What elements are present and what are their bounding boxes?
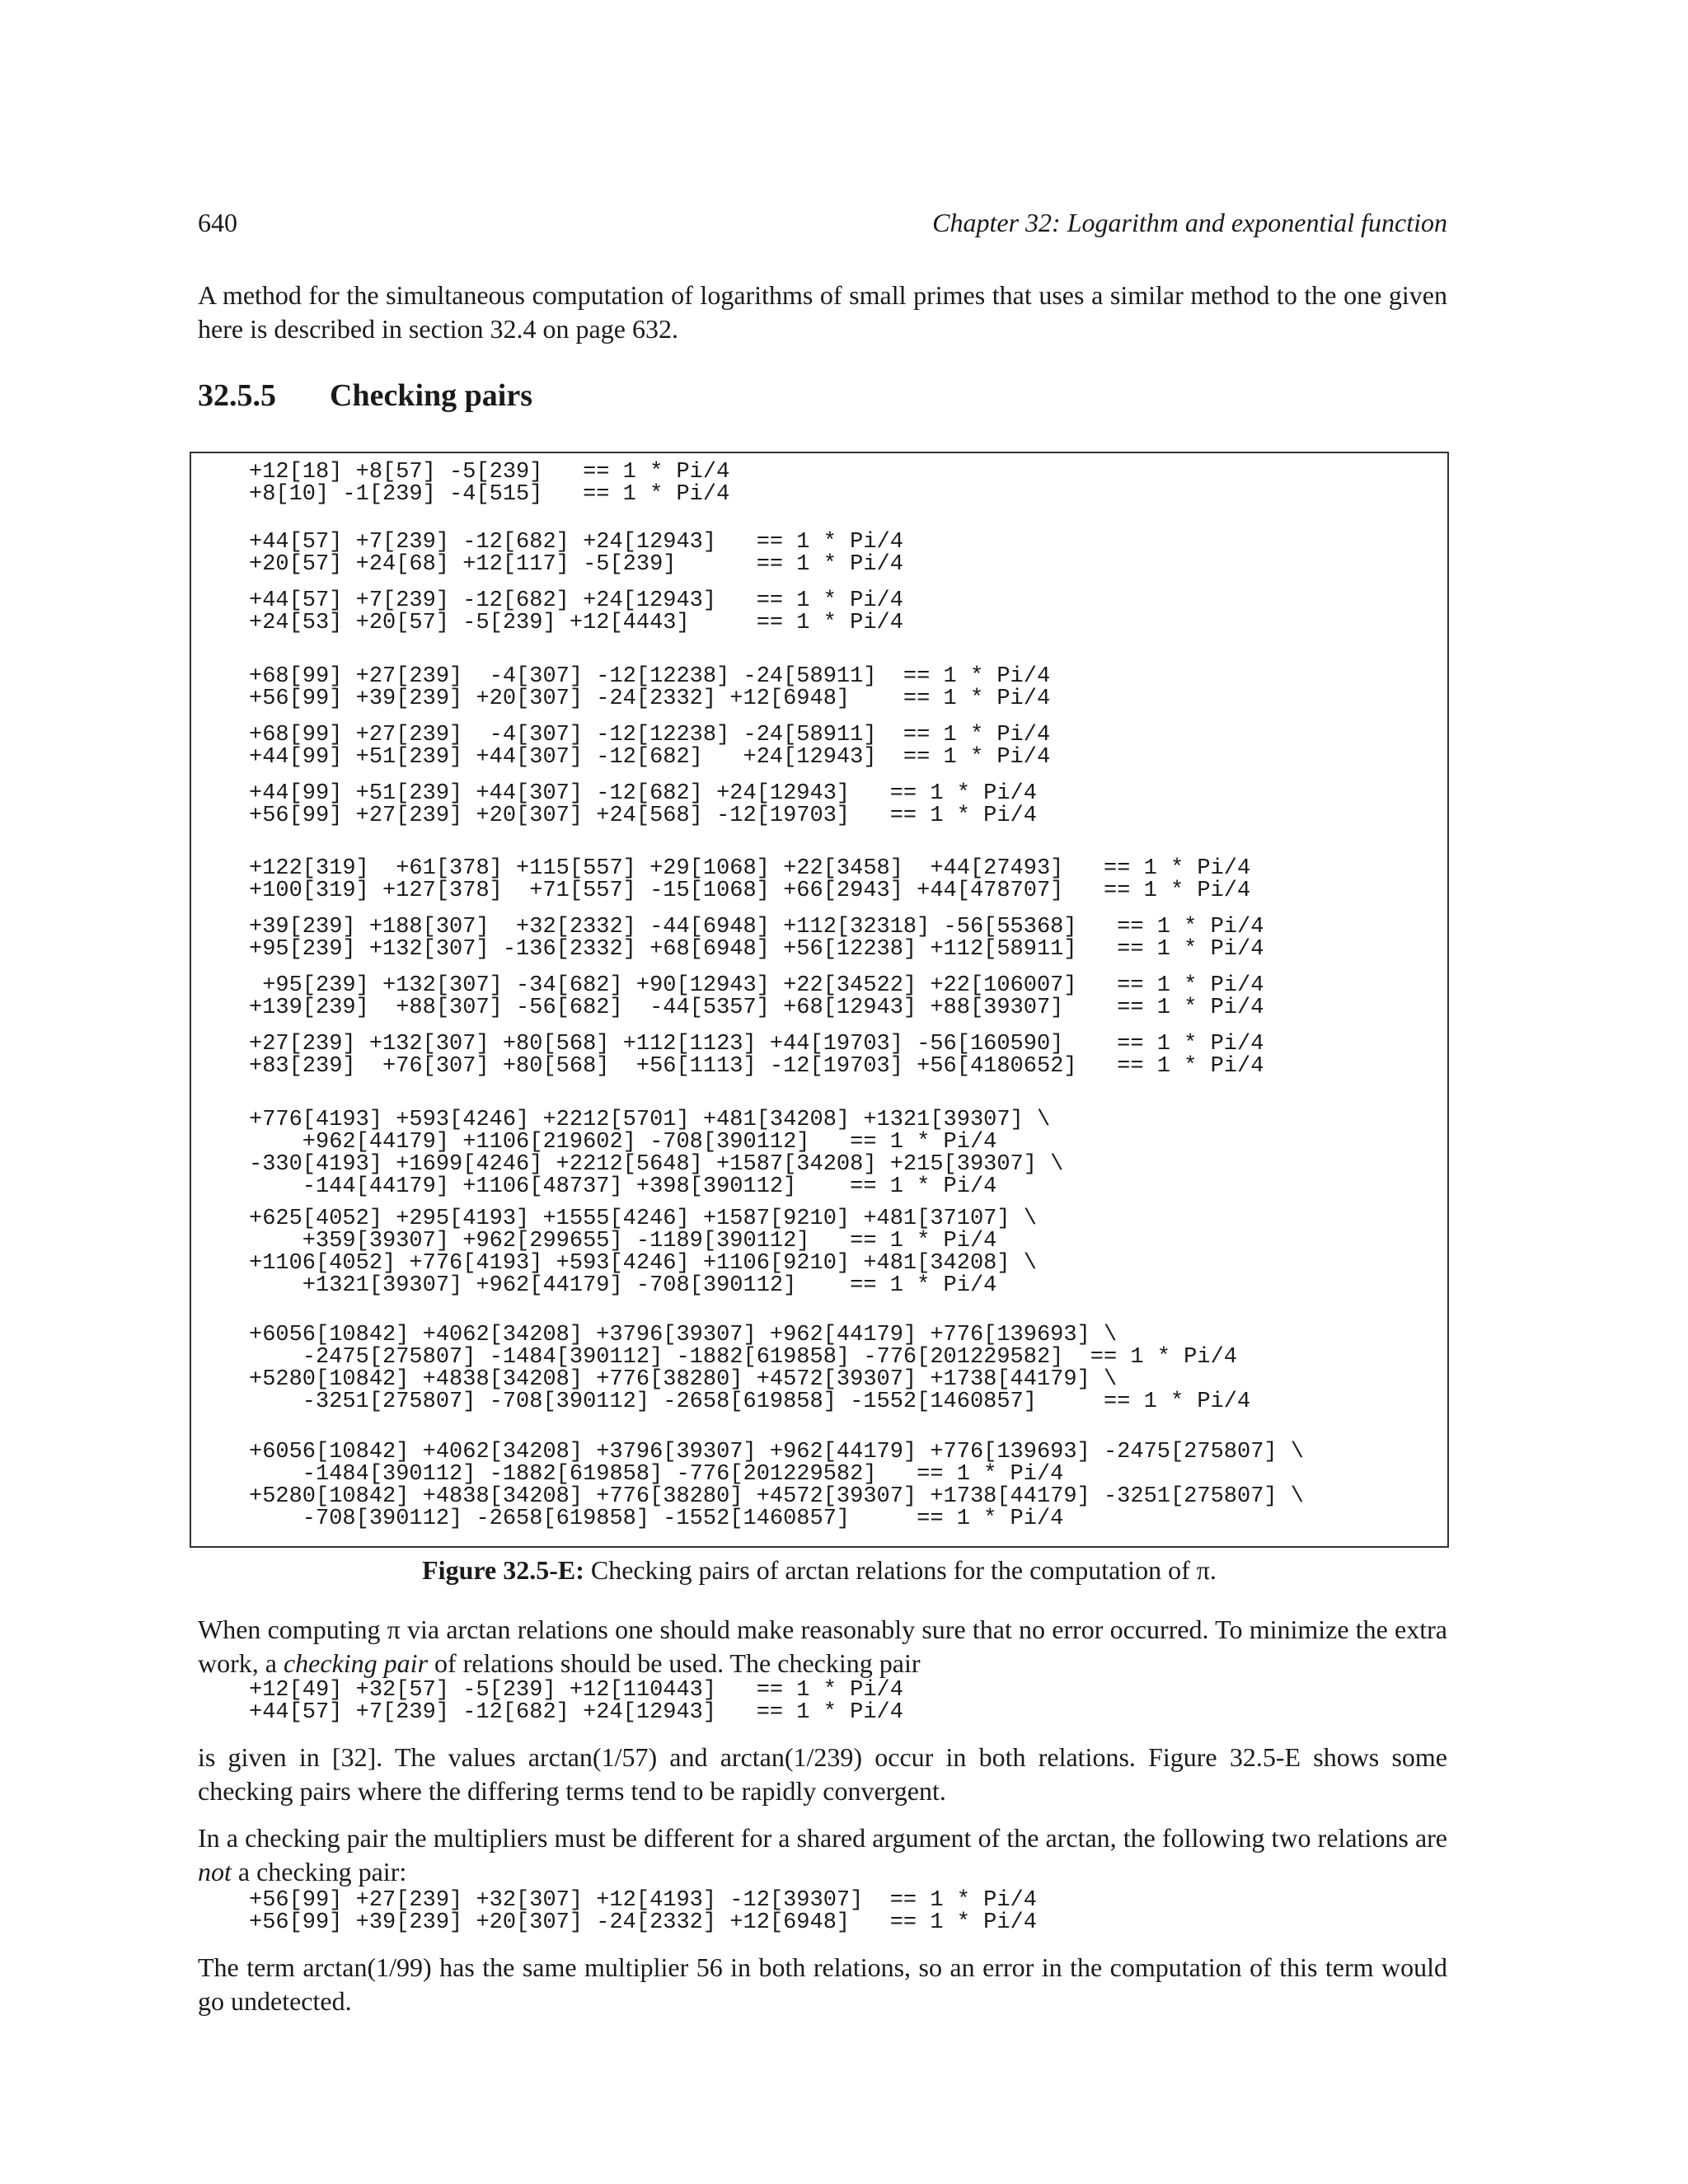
page-number: 640 — [198, 208, 237, 237]
relation-group: +6056[10842] +4062[34208] +3796[39307] +962[44179] +776[139693] \ -2475[275807] -1484[390112] -1882[619858] -776[201229582] == 1 * Pi/4 +5280[10842] +4838[34208] +776[38280] +4572[39307] +1738[44179] \ -3251[275807] -708[390112] -2658[619858] -1552[1460857] == 1 * Pi/4 — [249, 1323, 1251, 1414]
relation-group: +68[99] +27[239] -4[307] -12[12238] -24[58911] == 1 * Pi/4 +44[99] +51[239] +44[307] -12[682] +24[12943] == 1 * Pi/4 — [249, 723, 1051, 770]
relation-group: +68[99] +27[239] -4[307] -12[12238] -24[58911] == 1 * Pi/4 +56[99] +39[239] +20[307] -24[2332] +12[6948] == 1 * Pi/4 — [249, 664, 1051, 711]
relation-group: +44[99] +51[239] +44[307] -12[682] +24[12943] == 1 * Pi/4 +56[99] +27[239] +20[307] +24[568] -12[19703] == 1 * Pi/4 — [249, 781, 1037, 828]
running-head — [198, 202, 1447, 243]
paragraph-text: When computing π via arctan relations one should make reasonably sure that no error occurred. To minimize the extra work, a — [198, 1615, 1447, 1678]
paragraph-checking-pair-intro — [198, 1613, 1447, 1680]
figure-caption — [190, 1552, 1449, 1588]
section-number: 32.5.5 — [198, 378, 276, 413]
chapter-title: Chapter 32: Logarithm and exponential function — [932, 208, 1447, 237]
emphasis-not: not — [198, 1857, 232, 1886]
relation-group: +95[239] +132[307] -34[682] +90[12943] +22[34522] +22[106007] == 1 * Pi/4 +139[239] +88[307] -56[682] -44[5357] +68[12943] +88[39307] == 1 * Pi/4 — [249, 973, 1264, 1020]
emphasis-checking-pair: checking pair — [283, 1648, 429, 1678]
relation-group: +39[239] +188[307] +32[2332] -44[6948] +112[32318] -56[55368] == 1 * Pi/4 +95[239] +132[307] -136[2332] +68[6948] +56[12238] +112[58911] == 1 * Pi/4 — [249, 915, 1264, 962]
paragraph-reference: is given in [32]. The values arctan(1/57) and arctan(1/239) occur in both relations. Figure 32.5-E shows some checking pairs where the differing terms tend to be rapidly convergent. — [198, 1742, 1447, 1806]
paragraph-multipliers — [198, 1821, 1447, 1889]
paragraph-conclusion: The term arctan(1/99) has the same multiplier 56 in both relations, so an error in the computation of this term would go undetected. — [198, 1952, 1447, 2016]
section-title: Checking pairs — [330, 378, 532, 413]
relation-group: +27[239] +132[307] +80[568] +112[1123] +44[19703] -56[160590] == 1 * Pi/4 +83[239] +76[307] +80[568] +56[1113] -12[19703] +56[4180652] == 1 * Pi/4 — [249, 1032, 1264, 1079]
intro-paragraph: A method for the simultaneous computation of logarithms of small primes that uses a similar method to the one given here is described in section 32.4 on page 632. — [198, 280, 1447, 344]
relation-group: +44[57] +7[239] -12[682] +24[12943] == 1 * Pi/4 +20[57] +24[68] +12[117] -5[239] == 1 * Pi/4 — [249, 530, 903, 577]
paragraph-text: of relations should be used. The checking pair — [428, 1648, 921, 1678]
relation-group: +122[319] +61[378] +115[557] +29[1068] +22[3458] +44[27493] == 1 * Pi/4 +100[319] +127[378] +71[557] -15[1068] +66[2943] +44[478707] == 1 * Pi/4 — [249, 856, 1251, 903]
paragraph-text: a checking pair: — [231, 1857, 407, 1886]
relation-group: +776[4193] +593[4246] +2212[5701] +481[34208] +1321[39307] \ +962[44179] +1106[219602] -708[390112] == 1 * Pi/4 -330[4193] +1699[4246] +2212[5648] +1587[34208] +215[39307] \ -144[44179] +1106[48737] +398[390112] == 1 * Pi/4 — [249, 1108, 1064, 1199]
paragraph-text: In a checking pair the multipliers must be different for a shared argument of the arctan, the following two relations are — [198, 1823, 1447, 1853]
relation-group: +625[4052] +295[4193] +1555[4246] +1587[9210] +481[37107] \ +359[39307] +962[299655] -1189[390112] == 1 * Pi/4 +1106[4052] +776[4193] +593[4246] +1106[9210] +481[34208] \ +1321[39307] +962[44179] -708[390112] == 1 * Pi/4 — [249, 1207, 1037, 1298]
code-checking-pair: +12[49] +32[57] -5[239] +12[110443] == 1 * Pi/4 +44[57] +7[239] -12[682] +24[12943] == 1 * Pi/4 — [249, 1678, 903, 1725]
figure-caption-text: Checking pairs of arctan relations for the computation of π. — [584, 1555, 1217, 1585]
code-non-checking-pair: +56[99] +27[239] +32[307] +12[4193] -12[39307] == 1 * Pi/4 +56[99] +39[239] +20[307] -24[2332] +12[6948] == 1 * Pi/4 — [249, 1888, 1037, 1935]
relation-group: +6056[10842] +4062[34208] +3796[39307] +962[44179] +776[139693] -2475[275807] \ -1484[390112] -1882[619858] -776[201229582] == 1 * Pi/4 +5280[10842] +4838[34208] +776[38280] +4572[39307] +1738[44179] -3251[275807] \ -708[390112] -2658[619858] -1552[1460857] == 1 * Pi/4 — [249, 1440, 1305, 1531]
relation-group: +12[18] +8[57] -5[239] == 1 * Pi/4 +8[10] -1[239] -4[515] == 1 * Pi/4 — [249, 460, 730, 507]
figure-caption-label: Figure 32.5-E: — [422, 1555, 584, 1585]
section-heading — [198, 373, 532, 419]
relation-group: +44[57] +7[239] -12[682] +24[12943] == 1 * Pi/4 +24[53] +20[57] -5[239] +12[4443] == 1 * Pi/4 — [249, 588, 903, 635]
